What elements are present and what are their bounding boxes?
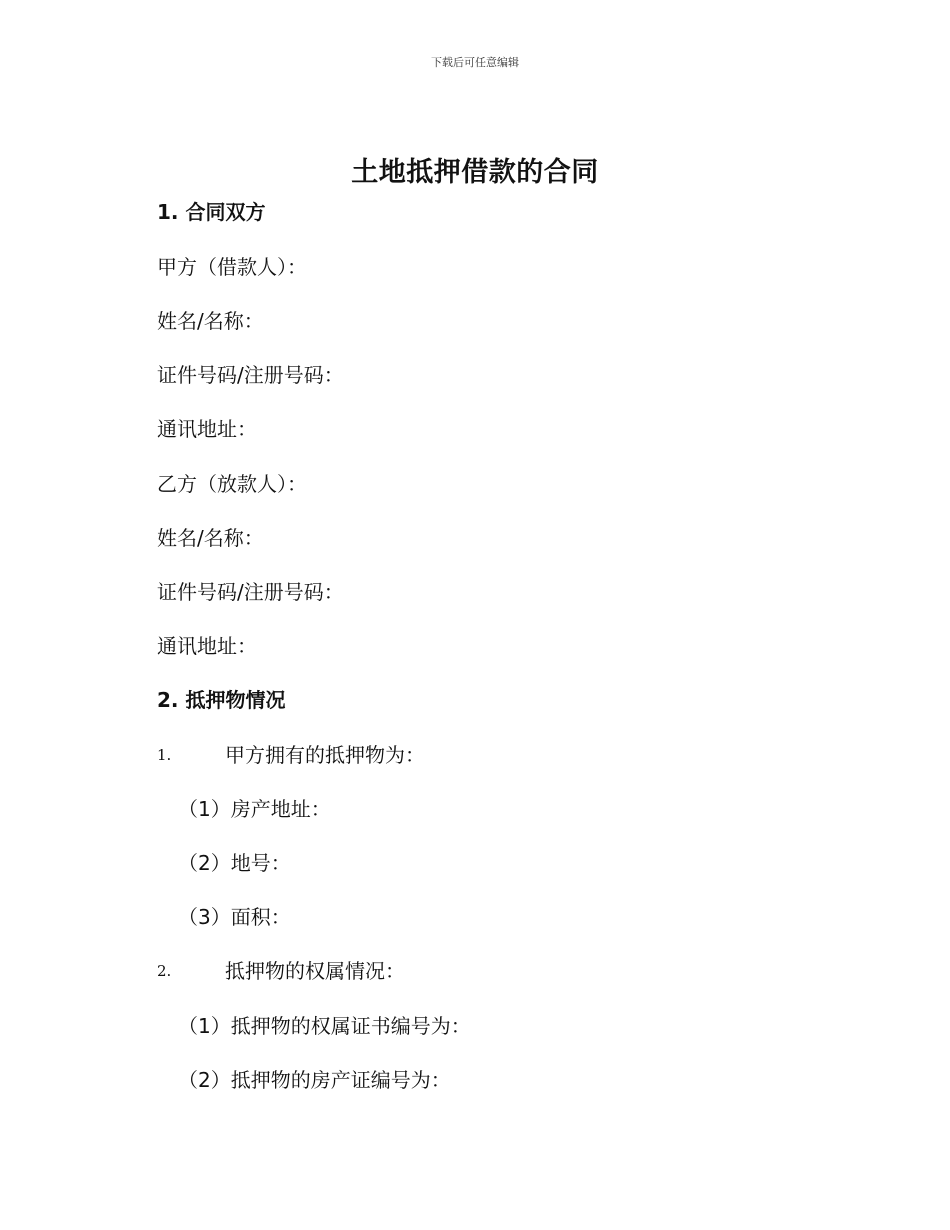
property-certificate-field: （2）抵押物的房产证编号为： xyxy=(178,1068,451,1092)
lot-number-field: （2）地号： xyxy=(178,851,291,875)
list-number-2: 2. xyxy=(157,962,172,980)
party-a-address-field: 通讯地址： xyxy=(157,417,257,441)
party-b-address-field: 通讯地址： xyxy=(157,634,257,658)
party-a-name-field: 姓名/名称： xyxy=(157,309,264,333)
ownership-certificate-field: （1）抵押物的权属证书编号为： xyxy=(178,1014,471,1038)
party-b-name-field: 姓名/名称： xyxy=(157,526,264,550)
party-b-id-field: 证件号码/注册号码： xyxy=(157,580,344,604)
section-heading-collateral: 2. 抵押物情况 xyxy=(157,688,286,712)
section-heading-parties: 1. 合同双方 xyxy=(157,200,266,224)
document-title: 土地抵押借款的合同 xyxy=(351,157,599,188)
area-field: （3）面积： xyxy=(178,905,291,929)
list-number-1: 1. xyxy=(157,746,172,764)
party-b-label: 乙方（放款人）： xyxy=(157,472,307,496)
ownership-status-label: 抵押物的权属情况： xyxy=(225,959,405,983)
party-a-id-field: 证件号码/注册号码： xyxy=(157,363,344,387)
property-address-field: （1）房产地址： xyxy=(178,797,331,821)
page-header-note: 下载后可任意编辑 xyxy=(431,56,519,69)
collateral-owned-label: 甲方拥有的抵押物为： xyxy=(225,743,425,767)
party-a-label: 甲方（借款人）： xyxy=(157,255,307,279)
